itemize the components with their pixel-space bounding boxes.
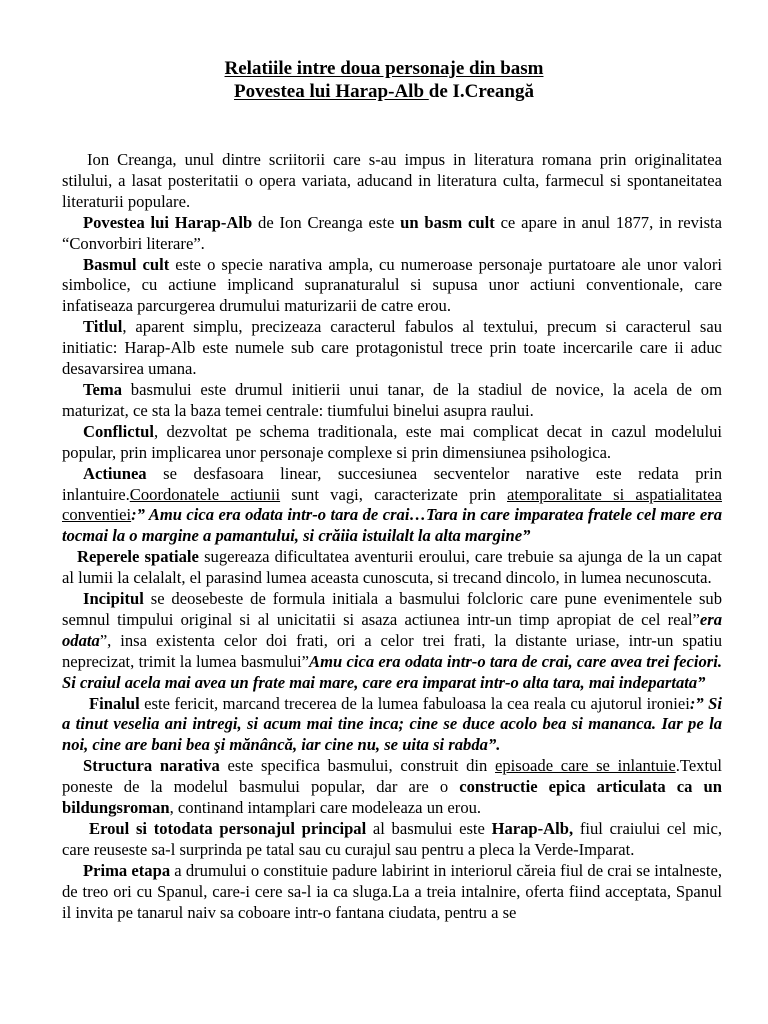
paragraph bbox=[62, 819, 722, 861]
paragraph-text: era odata bbox=[62, 609, 722, 650]
paragraph-text: ce apare in anul 1877, in revista “Convorbiri literare”. bbox=[62, 212, 723, 253]
paragraph-text: Prima etapa bbox=[83, 860, 171, 880]
paragraph-text: Harap-Alb, bbox=[491, 819, 574, 838]
paragraph-text: un basm cult bbox=[400, 212, 495, 232]
paragraph-text: este o specie narativa ampla, cu numeroase personaje purtatoare ale unor valori simbolice, cu actiune implicand supranaturalul si supusa unor actiuni conventionale, care infatiseaza parcurgerea drumului maturizarii de catre erou. bbox=[62, 254, 722, 316]
paragraph bbox=[62, 422, 722, 464]
paragraph-text: a drumului o constituie padure labirint in interiorul căreia fiul de crai se intalneste, de treo ori cu Spanul, care-i cere sa-l ia ca sluga.La a treia intalnire, oferta fiind acceptata, Spanul il invita pe tanarul naiv sa coboare intr-o fantana ciudata, pentru a se bbox=[62, 860, 723, 922]
paragraph bbox=[62, 255, 722, 318]
paragraph bbox=[62, 547, 722, 589]
paragraph-text: :” Si a tinut veselia ani intregi, si acum mai tine inca; cine se duce acolo bea si mananca. Iar pe la noi, cine are bani bea şi mănâncă, iar cine nu, se uita si rabda”. bbox=[62, 693, 723, 755]
paragraph-text: Tema bbox=[83, 379, 123, 399]
paragraph-text: basmului este drumul initierii unui tanar, de la stadiul de novice, la acela de om maturizat, ce sta la baza temei centrale: tiumfului binelui asupra raului. bbox=[62, 379, 722, 420]
paragraph-text: , continand intamplari care modeleaza un erou. bbox=[169, 798, 482, 818]
paragraph bbox=[62, 213, 722, 255]
paragraph-text: este fericit, marcand trecerea de la lumea fabuloasa la cea reala cu ajutorul ironiei bbox=[139, 693, 690, 713]
title-author: de I.Creangă bbox=[428, 81, 534, 102]
paragraph-text: Finalul bbox=[89, 693, 140, 713]
paragraph-text: Incipitul bbox=[83, 589, 144, 609]
paragraph-text: Structura narativa bbox=[83, 756, 220, 776]
paragraph-text: sugereaza dificultatea aventurii eroului, care trebuie sa ajunga de la un capat al lumii la celalalt, el parasind lumea aceasta cunoscuta, si trecand dincolo, in lumea necunoscuta. bbox=[62, 547, 722, 588]
paragraph-text: constructie epica articulata ca un bildungsroman bbox=[62, 777, 722, 818]
paragraph-text: Ion Creanga, unul dintre scriitorii care s-au impus in literatura romana prin originalitatea stilului, a lasat posteritatii o opera variata, aducand in literatura culta, farmecul si spontaneitatea literaturii populare. bbox=[62, 150, 722, 211]
document-body bbox=[62, 150, 722, 924]
paragraph bbox=[62, 464, 722, 548]
paragraph-text: Basmul cult bbox=[83, 254, 170, 274]
paragraph-text: Titlul bbox=[83, 317, 123, 337]
paragraph bbox=[62, 150, 722, 213]
paragraph-text: Povestea lui Harap-Alb bbox=[83, 212, 253, 232]
paragraph-text: ”, insa existenta celor doi frati, ori a celor trei frati, la distante uriase, intr-un spatiu neprecizat, trimit la lumea basmului” bbox=[62, 630, 722, 671]
paragraph-text: :” Amu cica era odata intr-o tara de crai…Tara in care imparatea fratele cel mare era tocmai la o margine a pamantului, si crăiia istuilalt la alta margine” bbox=[62, 505, 722, 546]
paragraph-text: episoade care se inlantuie bbox=[495, 756, 676, 776]
title-line-1: Relatiile intre doua personaje din basm bbox=[224, 58, 544, 79]
paragraph bbox=[62, 756, 722, 819]
paragraph-text: Eroul si totodata personajul principal bbox=[89, 819, 367, 838]
paragraph-text: Reperele spatiale bbox=[77, 547, 199, 567]
title-work-name: Povestea lui Harap-Alb bbox=[234, 81, 429, 102]
title-line-2 bbox=[0, 80, 768, 103]
document-title bbox=[0, 57, 768, 103]
paragraph-text: atemporalitate si aspatialitatea conventiei bbox=[62, 484, 722, 525]
paragraph-text: este specifica basmului, construit din bbox=[219, 756, 496, 776]
paragraph-text: al basmului este bbox=[366, 819, 492, 838]
paragraph-text: Actiunea bbox=[83, 463, 147, 483]
paragraph-text: Amu cica era odata intr-o tara de crai, care avea trei feciori. Si craiul acela mai avea un frate mai mare, care era imparat intr-o alta tara, mai indepartata” bbox=[62, 651, 722, 692]
paragraph bbox=[62, 694, 722, 757]
paragraph-text: se deosebeste de formula initiala a basmului folcloric care pune evenimentele sub semnul timpului original si al unicitatii si asaza actiunea intr-un timp apropiat de cel real” bbox=[62, 589, 722, 629]
paragraph-text: , dezvoltat pe schema traditionala, este mai complicat decat in cazul modelului popular, prin implicarea unor personaje complexe si prin dimensiunea psihologica. bbox=[62, 421, 722, 462]
paragraph bbox=[62, 317, 722, 380]
paragraph-text: , aparent simplu, precizeaza caracterul fabulos al textului, precum si caracterul sau initiatic: Harap-Alb este numele sub care protagonistul trece prin toate incercarile care ii aduc desavarsirea umana. bbox=[62, 317, 722, 379]
paragraph bbox=[62, 861, 722, 924]
paragraph-text: Conflictul bbox=[83, 421, 154, 441]
paragraph-text: fiul craiului cel mic, care reuseste sa-l surprinda pe tatal sau cu curajul sau pentru a pleca la Verde-Imparat. bbox=[62, 819, 722, 859]
paragraph-text: se desfasoara linear, succesiunea secventelor narative este redata prin inlantuire. bbox=[62, 463, 722, 504]
paragraph bbox=[62, 589, 722, 694]
paragraph-text: de Ion Creanga este bbox=[252, 212, 401, 232]
paragraph-text: sunt vagi, caracterizate prin bbox=[280, 484, 508, 504]
paragraph-text: Coordonatele actiunii bbox=[129, 484, 281, 504]
paragraph bbox=[62, 380, 722, 422]
paragraph-text: .Textul poneste de la modelul basmului popular, dar are o bbox=[62, 756, 722, 797]
